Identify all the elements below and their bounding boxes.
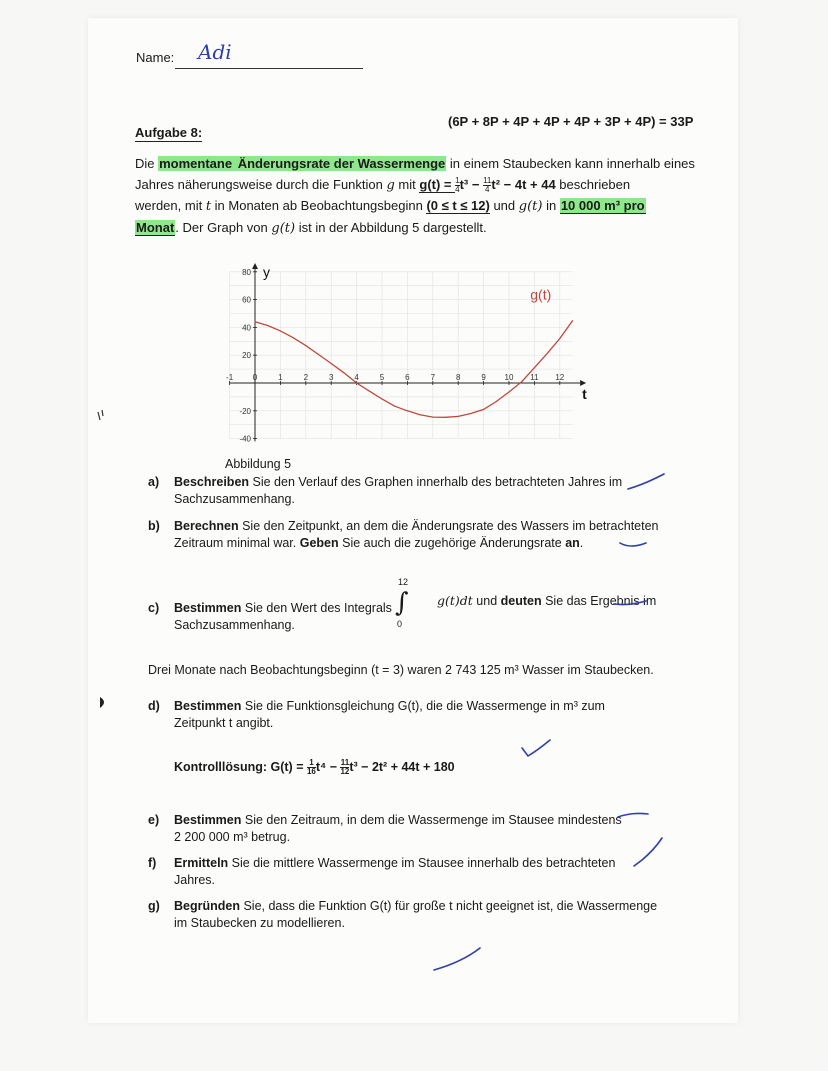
control-term: t⁴ −	[315, 760, 341, 774]
function-graph	[200, 248, 620, 458]
y-axis-label: y	[263, 264, 270, 281]
x-tick-label: 8	[455, 373, 461, 382]
curve-point	[559, 338, 560, 339]
context-text: Drei Monate nach Beobachtungsbeginn (t = 3) waren 2 743 125 m³ Wasser im Staubecken.	[148, 663, 654, 677]
intro-text: und	[489, 198, 519, 213]
curve-point	[547, 353, 548, 354]
intro-line-2	[135, 175, 630, 196]
curve-point	[407, 410, 408, 411]
operator-word: Berechnen	[174, 519, 239, 533]
curve-point	[445, 417, 446, 418]
x-tick-label: 10	[504, 373, 514, 382]
curve-point	[369, 390, 370, 391]
task-points: (6P + 8P + 4P + 4P + 4P + 3P + 4P) = 33P	[448, 114, 694, 129]
x-tick-label: -1	[226, 373, 234, 382]
item-text: 2 200 000 m³ betrug.	[174, 830, 291, 844]
integral-lower-limit: 0	[397, 619, 403, 629]
unit-highlight: 10 000 m³ pro	[560, 198, 645, 213]
operator-word: an	[565, 536, 580, 550]
x-tick-label: 1	[278, 373, 283, 382]
curve-point	[432, 416, 433, 417]
y-tick-label: 40	[242, 323, 251, 333]
task-item-c	[148, 600, 392, 634]
function-term: t³ −	[459, 177, 484, 192]
integral-tail	[437, 593, 656, 608]
curve-point	[254, 321, 255, 322]
curve-point	[534, 367, 535, 368]
name-signature: Adi	[198, 40, 232, 64]
curve-label: g(t)	[530, 286, 552, 303]
item-text: .	[579, 536, 584, 550]
intro-math: t	[205, 199, 212, 214]
task-item-g	[148, 898, 657, 932]
item-label: c)	[148, 601, 160, 615]
integral-body: g(t)dt	[437, 593, 473, 608]
function-lhs: g(t) =	[419, 177, 456, 192]
intro-text: mit	[394, 177, 420, 192]
curve-point	[420, 414, 421, 415]
item-text: und	[472, 594, 501, 608]
intro-text: werden, mit	[135, 198, 206, 213]
curve-point	[267, 325, 268, 326]
curve-point	[280, 330, 281, 331]
item-text: im Staubecken zu modellieren.	[174, 916, 345, 930]
x-tick-label: 4	[354, 373, 359, 382]
x-tick-label: 12	[555, 373, 565, 382]
control-term: t³ − 2t² + 44t + 180	[349, 760, 455, 774]
item-text: Jahres.	[174, 873, 215, 887]
item-text: Sie den Zeitraum, in dem die Wassermenge im Stausee mindestens	[241, 813, 622, 827]
item-text: Zeitpunkt t angibt.	[174, 716, 274, 730]
curve-point	[356, 382, 357, 383]
item-text: Zeitraum minimal war.	[174, 536, 300, 550]
domain-interval: (0 ≤ t ≤ 12)	[426, 198, 490, 213]
integral-upper-limit: 12	[398, 577, 409, 587]
x-tick-label: 6	[405, 373, 410, 382]
item-text: Sie die mittlere Wassermenge im Stausee innerhalb des betrachteten	[228, 856, 616, 870]
curve-point	[483, 409, 484, 410]
intro-line-4	[135, 219, 487, 238]
item-label: f)	[148, 856, 157, 870]
unit-highlight: Monat	[136, 220, 175, 235]
fraction-eleven-twelfths: $\frac{11}{12}$	[340, 758, 350, 777]
figure-caption: Abbildung 5	[225, 457, 292, 471]
x-tick-label: 9	[481, 373, 486, 382]
item-text: Sachzusammenhang.	[174, 492, 295, 506]
intro-highlight: momentane	[159, 156, 236, 171]
item-label: g)	[148, 899, 160, 913]
operator-word: Bestimmen	[174, 699, 242, 713]
y-tick-label: 60	[242, 295, 251, 305]
intro-math: g	[386, 178, 395, 193]
intro-line-3	[135, 197, 646, 216]
task-title: Aufgabe 8:	[135, 125, 203, 140]
task-item-b	[148, 518, 659, 552]
intro-math: g(t)	[518, 199, 543, 214]
curve-point	[394, 406, 395, 407]
fraction-eleven-quarters: $\frac{11}{4}$	[483, 176, 492, 195]
item-text: Sie, dass die Funktion G(t) für große t nicht geeignet ist, die Wassermenge	[239, 899, 658, 913]
y-axis-arrow	[252, 263, 258, 269]
x-tick-label: 7	[430, 373, 436, 382]
integral-sign: ∫	[395, 588, 409, 618]
operator-word: Bestimmen	[174, 813, 242, 827]
curve-point	[521, 381, 522, 382]
fraction-one-quarter: $\frac{1}{4}$	[455, 176, 460, 195]
item-text: Sachzusammenhang.	[174, 618, 295, 632]
operator-word: deuten	[500, 594, 542, 608]
intro-text: in Monaten ab Beobachtungsbeginn	[211, 198, 427, 213]
name-line	[175, 68, 363, 69]
task-item-a	[148, 474, 622, 508]
operator-word: Begründen	[174, 899, 240, 913]
intro-text: Die	[135, 156, 159, 171]
intro-text: beschrieben	[555, 177, 631, 192]
curve-point	[572, 320, 573, 321]
intro-highlight: Änderungsrate der Wassermenge	[237, 156, 446, 171]
intro-line-1	[135, 155, 695, 173]
operator-word: Geben	[299, 536, 339, 550]
curve-point	[496, 401, 497, 402]
x-tick-label: 5	[379, 373, 385, 382]
item-text: Sie auch die zugehörige Änderungsrate	[338, 536, 566, 550]
name-label: Name:	[136, 50, 175, 65]
curve-point	[508, 391, 509, 392]
x-axis-label: t	[582, 386, 587, 402]
function-term: t² − 4t + 44	[491, 177, 556, 192]
y-tick-label: 20	[242, 351, 251, 361]
x-tick-label: 3	[328, 373, 334, 382]
intro-text: . Der Graph von	[175, 220, 272, 235]
intro-text: in einem Staubecken kann innerhalb eines	[446, 156, 695, 171]
item-text: Sie den Wert des Integrals	[241, 601, 392, 615]
curve-point	[458, 416, 459, 417]
curve-point	[305, 345, 306, 346]
item-label: e)	[148, 813, 160, 827]
x-tick-label: 2	[303, 373, 309, 382]
task-item-e	[148, 812, 622, 846]
fraction-one-sixteenth: $\frac{1}{16}$	[306, 758, 316, 777]
x-tick-label: 11	[530, 373, 539, 382]
task-item-f	[148, 855, 615, 889]
item-label: a)	[148, 475, 160, 489]
curve-point	[343, 372, 344, 373]
intro-text: Jahres näherungsweise durch die Funktion	[135, 177, 387, 192]
item-text: Sie die Funktionsgleichung G(t), die die Wassermenge in m³ zum	[241, 699, 605, 713]
curve-point	[470, 413, 471, 414]
item-label: b)	[148, 519, 160, 533]
operator-word: Ermitteln	[174, 856, 229, 870]
x-tick-label: 0	[252, 373, 258, 382]
y-tick-label: -20	[239, 406, 251, 416]
control-solution	[174, 757, 455, 777]
curve-point	[293, 337, 294, 338]
control-label: Kontrolllösung: G(t) =	[174, 760, 307, 774]
curve-point	[381, 398, 382, 399]
item-text: Sie den Verlauf des Graphen innerhalb des betrachteten Jahres im	[249, 475, 623, 489]
item-text: Sie den Zeitpunkt, an dem die Änderungsrate des Wassers im betrachteten	[238, 519, 659, 533]
y-tick-label: -40	[239, 434, 251, 444]
operator-word: Beschreiben	[174, 475, 250, 489]
task-item-d	[148, 698, 605, 732]
curve-point	[318, 354, 319, 355]
operator-word: Bestimmen	[174, 601, 242, 615]
intro-text: in	[542, 198, 560, 213]
intro-text: ist in der Abbildung 5 dargestellt.	[295, 220, 487, 235]
item-text: Sie das Ergebnis im	[541, 594, 657, 608]
curve-point	[331, 363, 332, 364]
y-tick-label: 80	[242, 267, 251, 277]
item-label: d)	[148, 699, 160, 713]
intro-math: g(t)	[271, 221, 296, 236]
